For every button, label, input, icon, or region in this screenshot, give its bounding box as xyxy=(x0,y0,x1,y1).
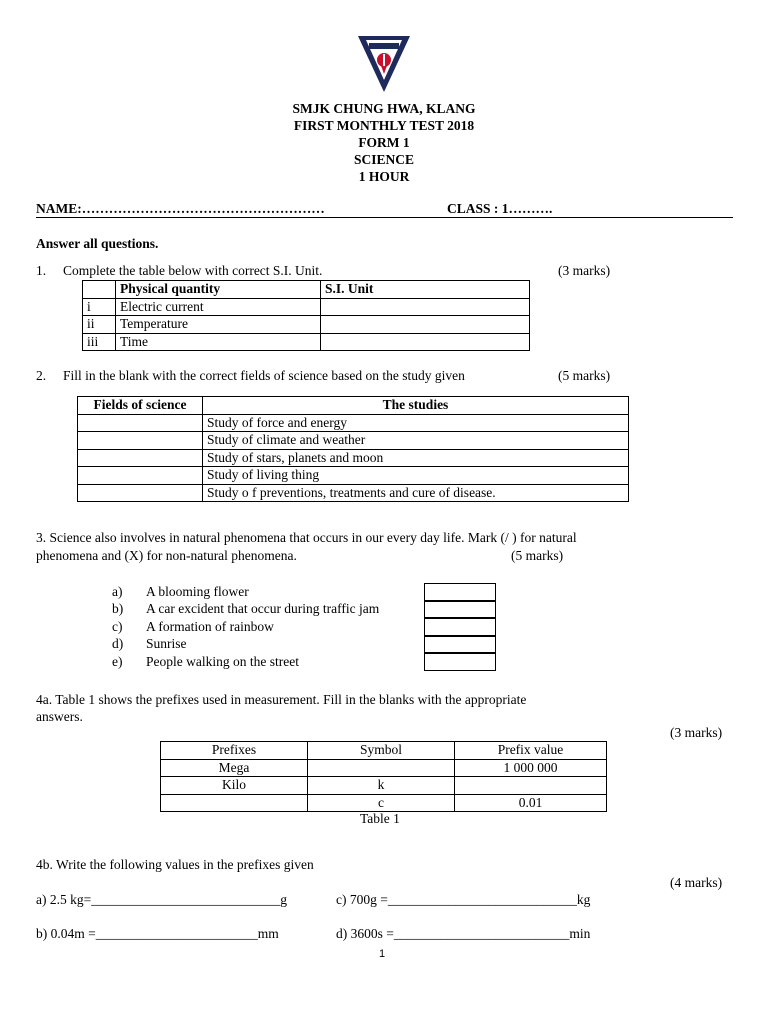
q4a-caption: Table 1 xyxy=(360,811,400,826)
q2-answer-cell[interactable] xyxy=(78,449,203,467)
q4a-answer-cell[interactable] xyxy=(455,777,607,795)
table-row xyxy=(78,467,629,485)
school-name: SMJK CHUNG HWA, KLANG xyxy=(292,101,476,116)
q1-row-num: iii xyxy=(83,333,116,351)
q1-number: 1. xyxy=(36,263,47,278)
class-field[interactable]: CLASS : 1………. xyxy=(447,201,553,216)
q1-answer-cell[interactable] xyxy=(321,316,530,334)
q1-row-quantity: Temperature xyxy=(116,316,321,334)
q3-answer-box-e[interactable] xyxy=(424,653,496,671)
q3-item-text: People walking on the street xyxy=(146,654,299,669)
q4a-text-line1: 4a. Table 1 shows the prefixes used in measurement. Fill in the blanks with the appropriate xyxy=(36,692,527,707)
q4a-prefix: Mega xyxy=(161,759,308,777)
q2-study: Study of climate and weather xyxy=(203,432,629,450)
q3-item-letter: b) xyxy=(112,601,124,616)
q2-study: Study of stars, planets and moon xyxy=(203,449,629,467)
q2-study: Study of living thing xyxy=(203,467,629,485)
q3-item-text: Sunrise xyxy=(146,636,187,651)
table-row xyxy=(78,432,629,450)
q3-item-text: A blooming flower xyxy=(146,584,249,599)
duration: 1 HOUR xyxy=(358,169,410,184)
q1-row-num: i xyxy=(83,298,116,316)
q3-answer-box-b[interactable] xyxy=(424,601,496,619)
q2-answer-cell[interactable] xyxy=(78,414,203,432)
q4a-header-prefixes: Prefixes xyxy=(161,742,308,760)
q4a-marks: (3 marks) xyxy=(670,725,723,740)
table-row xyxy=(161,759,607,777)
q1-answer-cell[interactable] xyxy=(321,333,530,351)
table-row xyxy=(83,298,530,316)
q4a-symbol: k xyxy=(308,777,455,795)
q1-row-quantity: Electric current xyxy=(116,298,321,316)
q2-study: Study o f preventions, treatments and cure of disease. xyxy=(203,484,629,502)
q3-answer-box-d[interactable] xyxy=(424,636,496,654)
q1-header-blank xyxy=(83,281,116,299)
q2-table xyxy=(77,396,629,502)
q1-row-quantity: Time xyxy=(116,333,321,351)
q2-marks: (5 marks) xyxy=(558,368,611,383)
q3-item-letter: c) xyxy=(112,619,123,634)
q3-item-text: A car excident that occur during traffic jam xyxy=(146,601,380,616)
table-row xyxy=(161,777,607,795)
instruction: Answer all questions. xyxy=(36,236,159,251)
q4a-answer-cell[interactable] xyxy=(161,794,308,812)
q2-header-fields: Fields of science xyxy=(78,397,203,415)
q2-study: Study of force and energy xyxy=(203,414,629,432)
table-row xyxy=(83,333,530,351)
q4b-text: 4b. Write the following values in the prefixes given xyxy=(36,857,314,872)
q4b-item-b[interactable]: b) 0.04m =________________________mm xyxy=(36,926,279,941)
q4a-answer-cell[interactable] xyxy=(308,759,455,777)
header-divider xyxy=(36,217,733,218)
q4b-item-a[interactable]: a) 2.5 kg=____________________________g xyxy=(36,892,287,907)
q1-text: Complete the table below with correct S.I. Unit. xyxy=(63,263,323,278)
form-level: FORM 1 xyxy=(358,135,410,150)
q4a-prefix: Kilo xyxy=(161,777,308,795)
q2-number: 2. xyxy=(36,368,47,383)
q4a-header-symbol: Symbol xyxy=(308,742,455,760)
q1-header-quantity: Physical quantity xyxy=(116,281,321,299)
q1-marks: (3 marks) xyxy=(558,263,611,278)
table-row xyxy=(78,414,629,432)
q2-answer-cell[interactable] xyxy=(78,432,203,450)
q1-header-unit: S.I. Unit xyxy=(321,281,530,299)
q4a-header-value: Prefix value xyxy=(455,742,607,760)
q1-table xyxy=(82,280,530,351)
q4a-value: 0.01 xyxy=(455,794,607,812)
q3-marks: (5 marks) xyxy=(511,548,564,563)
name-field[interactable]: NAME:……………………………………………… xyxy=(36,201,325,216)
q4b-item-c[interactable]: c) 700g =____________________________kg xyxy=(336,892,591,907)
q2-answer-cell[interactable] xyxy=(78,467,203,485)
q1-row-num: ii xyxy=(83,316,116,334)
table-row xyxy=(78,449,629,467)
q3-answer-box-c[interactable] xyxy=(424,618,496,636)
q3-text-line2: phenomena and (X) for non-natural phenomena. xyxy=(36,548,297,563)
q4a-table xyxy=(160,741,607,812)
q2-answer-cell[interactable] xyxy=(78,484,203,502)
test-title: FIRST MONTHLY TEST 2018 xyxy=(293,118,475,133)
q3-item-letter: e) xyxy=(112,654,123,669)
table-row xyxy=(78,484,629,502)
q4a-text-line2: answers. xyxy=(36,709,83,724)
q4b-marks: (4 marks) xyxy=(670,875,723,890)
subject-title: SCIENCE xyxy=(353,152,415,167)
school-crest-logo xyxy=(358,34,410,94)
q3-answer-box-a[interactable] xyxy=(424,583,496,601)
q3-item-letter: a) xyxy=(112,584,123,599)
q3-item-text: A formation of rainbow xyxy=(146,619,274,634)
q4b-item-d[interactable]: d) 3600s =__________________________min xyxy=(336,926,591,941)
page-number: 1 xyxy=(379,948,386,960)
q3-text-line1: 3. Science also involves in natural phenomena that occurs in our every day life. Mark (/ ) for natural xyxy=(36,530,577,545)
q3-item-letter: d) xyxy=(112,636,124,651)
table-row xyxy=(161,794,607,812)
q4a-symbol: c xyxy=(308,794,455,812)
table-row xyxy=(83,316,530,334)
q4a-value: 1 000 000 xyxy=(455,759,607,777)
q1-answer-cell[interactable] xyxy=(321,298,530,316)
q2-header-studies: The studies xyxy=(203,397,629,415)
q2-text: Fill in the blank with the correct fields of science based on the study given xyxy=(63,368,465,383)
